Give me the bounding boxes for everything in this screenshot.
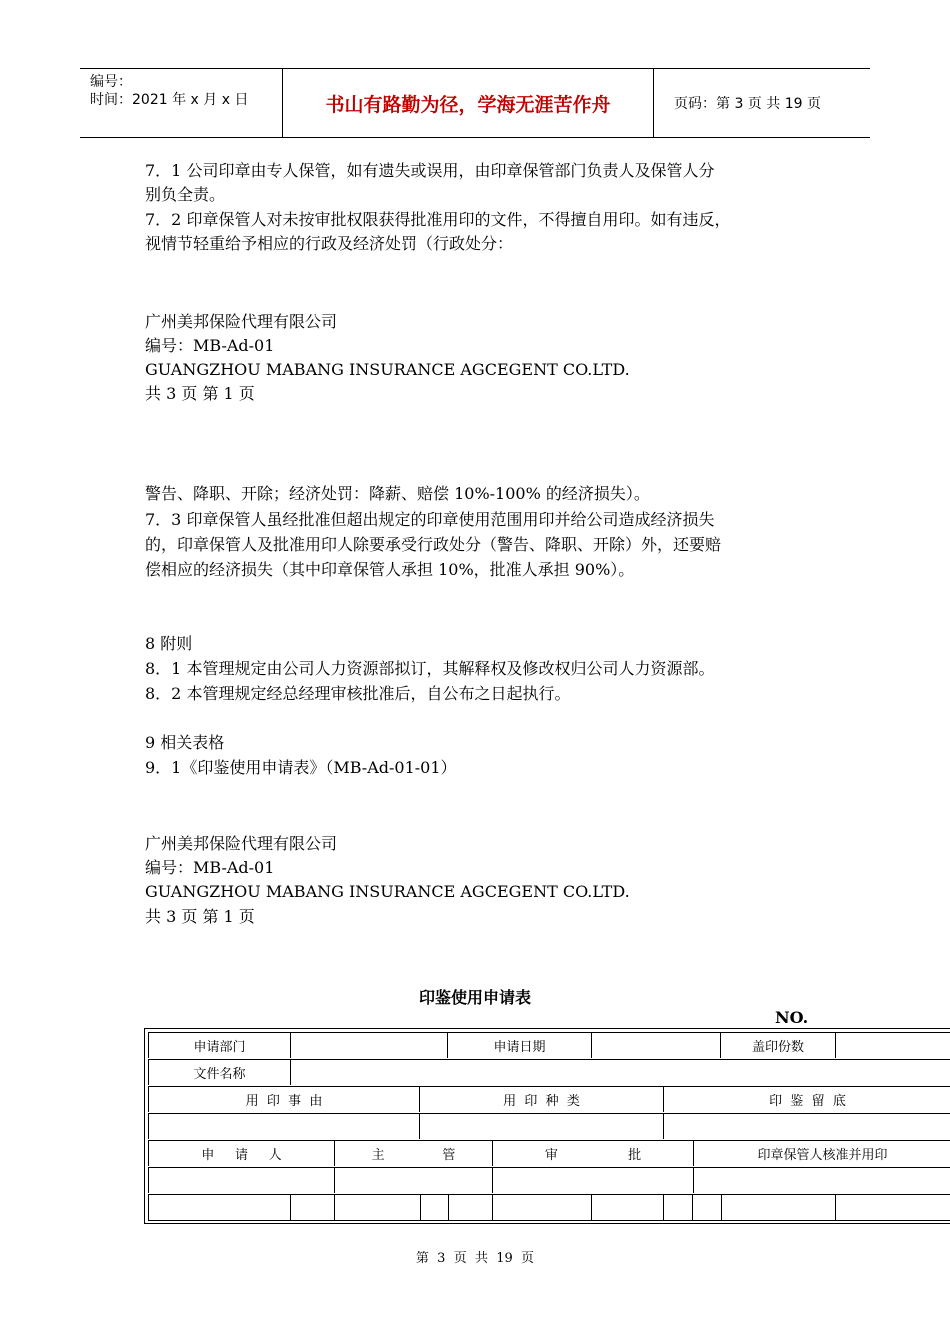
dept-label: 申请部门: [149, 1033, 291, 1058]
keeper-field[interactable]: [694, 1168, 950, 1193]
page-footer: 第 3 页 共 19 页: [415, 1251, 535, 1266]
type-label: 用 印 种 类: [420, 1087, 664, 1112]
header-page-info-text: 页码：第 3 页 共 19 页: [674, 96, 821, 112]
retain-label: 印 鉴 留 底: [769, 1094, 846, 1109]
form-row: [148, 1194, 950, 1221]
form-cell[interactable]: [693, 1195, 722, 1220]
body-line: 7．2 印章保管人对未按审批权限获得批准用印的文件，不得擅自用印。如有违反，: [145, 210, 731, 229]
form-title: 印鉴使用申请表: [418, 988, 531, 1007]
reason-field[interactable]: [149, 1114, 420, 1139]
form-cell[interactable]: [592, 1195, 664, 1220]
form-cell[interactable]: [722, 1195, 836, 1220]
company-name-en: GUANGZHOU MABANG INSURANCE AGCEGENT CO.LTD.: [145, 360, 630, 379]
header-number-label: 编号：: [90, 74, 132, 90]
form-row: [148, 1113, 950, 1139]
retain-field[interactable]: [664, 1114, 950, 1139]
body-line: 7．1 公司印章由专人保管，如有遗失或误用，由印章保管部门负责人及保管人分: [145, 161, 715, 180]
header-motto: 书山有路勤为径，学海无涯苦作舟: [283, 69, 654, 137]
body-line: 的，印章保管人及批准用印人除要承受行政处分（警告、降职、开除）外，还要赔: [145, 535, 722, 554]
filename-field[interactable]: [291, 1060, 950, 1085]
filename-label: 文件名称: [149, 1060, 291, 1085]
reason-label: 用 印 事 由: [149, 1087, 420, 1112]
doc-number: 编号：MB-Ad-01: [145, 336, 275, 355]
keeper-label: 印章保管人核准并用印: [757, 1148, 888, 1163]
form-row: [148, 1086, 950, 1112]
body-line: 9．1《印鉴使用申请表》（MB-Ad-01-01）: [145, 758, 457, 777]
header-meta: [80, 69, 283, 137]
form-cell[interactable]: [291, 1195, 335, 1220]
form-cell[interactable]: [149, 1195, 291, 1220]
form-cell[interactable]: [664, 1195, 693, 1220]
body-line: 别负全责。: [145, 185, 226, 204]
approval-field[interactable]: [493, 1168, 694, 1193]
copies-label: 盖印份数: [721, 1033, 836, 1058]
body-line: 偿相应的经济损失（其中印章保管人承担 10%，批准人承担 90%）。: [145, 560, 635, 579]
supervisor-field[interactable]: [335, 1168, 493, 1193]
type-field[interactable]: [420, 1114, 664, 1139]
dept-field[interactable]: [291, 1033, 448, 1058]
form-row: [148, 1167, 950, 1193]
body-line: 7．3 印章保管人虽经批准但超出规定的印章使用范围用印并给公司造成经济损失: [145, 510, 715, 529]
form-cell[interactable]: [836, 1195, 950, 1220]
approval-label: 审 批: [493, 1141, 694, 1166]
doc-page-count: 共 3 页 第 1 页: [145, 907, 255, 926]
form-no-label: NO.: [775, 1008, 809, 1027]
supervisor-label: 主 管: [335, 1141, 493, 1166]
form-row: [148, 1059, 950, 1085]
doc-number: 编号：MB-Ad-01: [145, 858, 275, 877]
page-header: [80, 68, 870, 138]
doc-page-count: 共 3 页 第 1 页: [145, 384, 255, 403]
form-row: [148, 1032, 950, 1058]
form-cell[interactable]: [335, 1195, 421, 1220]
copies-field[interactable]: [836, 1033, 950, 1058]
date-label: 申请日期: [448, 1033, 592, 1058]
body-line: 视情节轻重给予相应的行政及经济处罚（行政处分：: [145, 234, 514, 253]
header-date-label: 时间：2021 年 x 月 x 日: [90, 92, 249, 108]
applicant-label: 申 请 人: [149, 1141, 335, 1166]
date-field[interactable]: [592, 1033, 721, 1058]
form-cell[interactable]: [449, 1195, 493, 1220]
company-name: 广州美邦保险代理有限公司: [145, 312, 338, 331]
company-name-en: GUANGZHOU MABANG INSURANCE AGCEGENT CO.LTD.: [145, 882, 630, 901]
form-cell[interactable]: [421, 1195, 449, 1220]
applicant-field[interactable]: [149, 1168, 335, 1193]
header-page-info: [664, 69, 870, 137]
body-line: 8．2 本管理规定经总经理审核批准后，自公布之日起执行。: [145, 684, 571, 703]
seal-application-form: [144, 1028, 950, 1224]
body-line: 警告、降职、开除；经济处罚：降薪、赔偿 10%-100% 的经济损失）。: [145, 484, 650, 503]
section-heading: 8 附则: [145, 634, 193, 653]
section-heading: 9 相关表格: [145, 733, 225, 752]
form-row: [148, 1140, 950, 1166]
form-cell[interactable]: [493, 1195, 592, 1220]
company-name: 广州美邦保险代理有限公司: [145, 834, 338, 853]
body-line: 8．1 本管理规定由公司人力资源部拟订，其解释权及修改权归公司人力资源部。: [145, 659, 715, 678]
